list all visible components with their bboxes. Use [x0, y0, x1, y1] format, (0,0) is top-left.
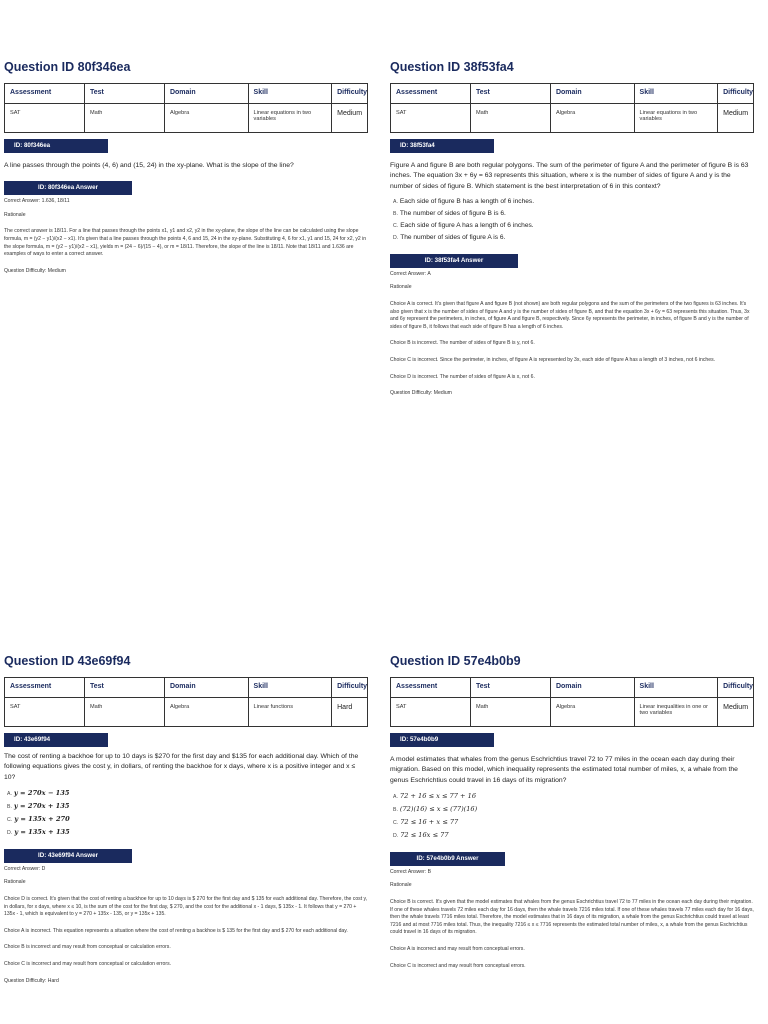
- difficulty-note: Question Difficulty: Medium: [390, 390, 452, 397]
- question-title: Question ID 38f53fa4: [390, 60, 514, 74]
- rationale-label: Rationale: [4, 211, 26, 218]
- option-letter: B.: [7, 803, 12, 810]
- option-text: 72 ≤ 16x ≤ 77: [400, 830, 449, 839]
- explanation-paragraph: Choice C is incorrect and may result from conceptual errors.: [390, 962, 526, 969]
- option-d[interactable]: [7, 826, 368, 839]
- question-stem: A line passes through the points (4, 6) and (15, 24) in the xy-plane. What is the slope of the line?: [4, 162, 294, 169]
- meta-header-row: [5, 84, 368, 104]
- answer-id-bar: ID: 38f53fa4 Answer: [390, 254, 518, 268]
- value-assessment: SAT: [391, 698, 471, 727]
- question-title: Question ID 57e4b0b9: [390, 654, 521, 668]
- question-title: Question ID 43e69f94: [4, 654, 131, 668]
- value-skill: Linear equations in two variables: [248, 104, 332, 133]
- value-skill: Linear inequalities in one or two variables: [634, 698, 718, 727]
- option-letter: C.: [393, 222, 399, 229]
- answer-options: [393, 790, 754, 842]
- question-id-bar: ID: 57e4b0b9: [390, 733, 494, 747]
- option-letter: D.: [393, 832, 399, 839]
- value-test: Math: [84, 104, 164, 133]
- value-difficulty: Medium: [718, 698, 754, 727]
- option-a[interactable]: [7, 787, 368, 800]
- header-difficulty: Difficulty: [718, 678, 754, 698]
- option-text: y = 270x − 135: [13, 788, 70, 797]
- value-assessment: SAT: [5, 698, 85, 727]
- answer-id-bar: ID: 80f346ea Answer: [4, 181, 132, 195]
- option-letter: D.: [7, 829, 13, 836]
- header-domain: Domain: [550, 84, 634, 104]
- header-assessment: Assessment: [5, 84, 85, 104]
- header-test: Test: [470, 84, 550, 104]
- question-stem: Figure A and figure B are both regular polygons. The sum of the perimeter of figure A and the perimeter of figure B is 63 inches. The equation 3x + 6y = 63 represents this situation, where x is the number of sides of figure A and y is the number of sides of figure B. Which statement is the best interpretation of 6 in this context?: [390, 162, 749, 190]
- meta-value-row: [5, 104, 368, 133]
- explanation-paragraph: Choice A is incorrect. This equation represents a situation where the cost of renting a backhoe is $ 135 for the first day and $ 270 for each additional day.: [4, 927, 348, 934]
- option-letter: A.: [393, 793, 398, 800]
- header-assessment: Assessment: [391, 678, 471, 698]
- question-stem: The cost of renting a backhoe for up to 10 days is $270 for the first day and $135 for each additional day. Which of the following equations gives the cost y, in dollars, of renting the backhoe for x days, where x is a positive integer and x ≤ 10?: [4, 753, 359, 781]
- header-skill: Skill: [248, 84, 332, 104]
- question-card: [4, 654, 368, 985]
- explanation-paragraph: Choice A is incorrect and may result from conceptual errors.: [390, 946, 525, 953]
- option-text: y = 135x + 270: [14, 814, 70, 823]
- header-difficulty: Difficulty: [332, 84, 368, 104]
- option-text: y = 135x + 135: [14, 827, 70, 836]
- option-text: y = 270x + 135: [13, 801, 70, 810]
- correct-answer: Correct Answer: D: [4, 865, 46, 872]
- option-d[interactable]: [393, 232, 754, 244]
- explanation-paragraph: The correct answer is 18/11. For a line that passes through the points x1, y1 and x2, y2 in the xy-plane, the slope of the line can be calculated using the slope formula, m = (y2 − y1)/(x2 − x1). It's given that a line passes through the points 4, 6 and 15, 24 in the xy-plane. Substituting 4, 6 for x1, y1 and 15, 24 for x2, y2 in the slope formula, m = (y2 − y1)/(x2 − x1), yields m = (24 − 6)/(15 − 4), or m = 18/11. Therefore, the slope of the line is 18/11. Note that 18/11 and 1.636 are examples of ways to enter a correct answer.: [4, 228, 367, 258]
- value-difficulty: Medium: [718, 104, 754, 133]
- meta-value-row: [5, 698, 368, 727]
- header-domain: Domain: [164, 84, 248, 104]
- meta-header-row: [391, 84, 754, 104]
- meta-value-row: [391, 104, 754, 133]
- option-b[interactable]: [393, 803, 754, 816]
- explanation-paragraph: Choice C is incorrect. Since the perimeter, in inches, of figure A is represented by 3x, each side of figure A has a length of 3 inches, not 6 inches.: [390, 357, 716, 364]
- question-id-bar: ID: 80f346ea: [4, 139, 108, 153]
- value-difficulty: Medium: [332, 104, 368, 133]
- option-letter: D.: [393, 234, 399, 241]
- option-text: 72 + 16 ≤ x ≤ 77 + 16: [399, 791, 477, 800]
- value-assessment: SAT: [5, 104, 85, 133]
- header-difficulty: Difficulty: [718, 84, 754, 104]
- value-domain: Algebra: [164, 698, 248, 727]
- option-letter: C.: [7, 816, 13, 823]
- question-meta-table: [390, 83, 754, 133]
- explanation-paragraph: Choice B is incorrect. The number of sides of figure B is y, not 6.: [390, 340, 535, 347]
- option-letter: A.: [7, 790, 12, 797]
- option-letter: B.: [393, 806, 398, 813]
- header-test: Test: [470, 678, 550, 698]
- answer-id-bar: ID: 57e4b0b9 Answer: [390, 852, 505, 866]
- option-text: The number of sides of figure A is 6.: [400, 233, 506, 241]
- header-domain: Domain: [550, 678, 634, 698]
- question-meta-table: [4, 677, 368, 727]
- option-c[interactable]: [7, 813, 368, 826]
- option-d[interactable]: [393, 829, 754, 842]
- correct-answer: Correct Answer: 1.636, 18/11: [4, 198, 70, 205]
- header-test: Test: [84, 678, 164, 698]
- option-letter: C.: [393, 819, 399, 826]
- option-b[interactable]: [393, 208, 754, 220]
- option-text: The number of sides of figure B is 6.: [399, 209, 506, 217]
- value-domain: Algebra: [164, 104, 248, 133]
- meta-header-row: [391, 678, 754, 698]
- explanation-paragraph: Choice D is correct. It's given that the cost of renting a backhoe for up to 10 days is $ 270 for the first day and $ 135 for each additional day. Therefore, the cost y, in dollars, for x days, where x ≤ 10, is the sum of the cost for the first day, $ 270, and the cost for the additional x - 1 days, $ 135x - 1. It follows that y = 270 + 135x - 1, which is equivalent to y = 270 + 135x - 135, or y = 135x + 135.: [4, 896, 368, 918]
- option-text: 72 ≤ 16 + x ≤ 77: [400, 817, 459, 826]
- header-difficulty: Difficulty: [332, 678, 368, 698]
- option-text: Each side of figure B has a length of 6 inches.: [399, 197, 535, 205]
- header-skill: Skill: [634, 678, 718, 698]
- value-domain: Algebra: [550, 698, 634, 727]
- option-c[interactable]: [393, 816, 754, 829]
- difficulty-note: Question Difficulty: Hard: [4, 977, 59, 984]
- value-domain: Algebra: [550, 104, 634, 133]
- value-skill: Linear functions: [248, 698, 332, 727]
- rationale-label: Rationale: [390, 284, 412, 291]
- question-card: [390, 654, 754, 970]
- answer-options: [7, 787, 368, 839]
- rationale-label: Rationale: [4, 879, 26, 886]
- question-card: [390, 60, 754, 398]
- question-card: [4, 60, 368, 275]
- header-domain: Domain: [164, 678, 248, 698]
- option-a[interactable]: [393, 196, 754, 208]
- option-text: (72)(16) ≤ x ≤ (77)(16): [399, 804, 478, 813]
- explanation-paragraph: Choice D is incorrect. The number of sides of figure A is x, not 6.: [390, 373, 535, 380]
- question-id-bar: ID: 38f53fa4: [390, 139, 494, 153]
- header-assessment: Assessment: [391, 84, 471, 104]
- option-b[interactable]: [7, 800, 368, 813]
- header-skill: Skill: [634, 84, 718, 104]
- value-difficulty: Hard: [332, 698, 368, 727]
- explanation-paragraph: Choice B is incorrect and may result from conceptual or calculation errors.: [4, 944, 171, 951]
- option-letter: B.: [393, 210, 398, 217]
- value-assessment: SAT: [391, 104, 471, 133]
- question-meta-table: [390, 677, 754, 727]
- option-c[interactable]: [393, 220, 754, 232]
- option-a[interactable]: [393, 790, 754, 803]
- explanation-paragraph: Choice C is incorrect and may result from conceptual or calculation errors.: [4, 961, 172, 968]
- answer-options: [393, 196, 754, 244]
- meta-header-row: [5, 678, 368, 698]
- question-title: Question ID 80f346ea: [4, 60, 131, 74]
- answer-id-bar: ID: 43e69f94 Answer: [4, 849, 132, 863]
- option-letter: A.: [393, 198, 398, 205]
- header-assessment: Assessment: [5, 678, 85, 698]
- rationale-label: Rationale: [390, 882, 412, 889]
- correct-answer: Correct Answer: B: [390, 868, 432, 875]
- question-meta-table: [4, 83, 368, 133]
- value-skill: Linear equations in two variables: [634, 104, 718, 133]
- value-test: Math: [470, 698, 550, 727]
- value-test: Math: [470, 104, 550, 133]
- option-text: Each side of figure A has a length of 6 inches.: [400, 221, 534, 229]
- explanation-paragraph: Choice B is correct. It's given that the model estimates that whales from the genus Eschrichtius travel 72 to 77 miles in the ocean each day during their migration. If one of these whales travels 72 miles each day for 16 days, then the whale travels 7216 miles total. If one of these whales travels 77 miles each day for 16 days, then the whale travels 7716 miles total. Therefore, the model estimates that in 16 days of its migration, a whale from the genus Eschrichtius could travel at least 7216 and at most 7716 miles total. Thus, the inequality 7216 ≤ x ≤ 7716 represents the estimated total number of miles, x, a whale from the genus Eschrichtius could travel in 16 days of its migration.: [390, 899, 754, 936]
- value-test: Math: [84, 698, 164, 727]
- explanation-paragraph: Choice A is correct. It's given that figure A and figure B (not shown) are both regular polygons and the sum of the perimeters of the two figures is 63 inches. It's also given that x is the number of sides of figure A and y is the number of sides of figure B, and that the equation 3x + 6y = 63 represents this situation. Thus, 3x and 6y represent the perimeters, in inches, of figure A and figure B, respectively. Since 6y represents the perimeter, in inches, of figure B and y is the number of sides of figure B, it follows that each side of figure B has a length of 6 inches.: [390, 301, 750, 330]
- question-stem: A model estimates that whales from the genus Eschrichtius travel 72 to 77 miles in the ocean each day during their migration. Based on this model, which inequality represents the estimated total number of miles, x, a whale from the genus Eschrichtius could travel in 16 days of its migration?: [390, 756, 738, 784]
- meta-value-row: [391, 698, 754, 727]
- header-test: Test: [84, 84, 164, 104]
- header-skill: Skill: [248, 678, 332, 698]
- difficulty-note: Question Difficulty: Medium: [4, 267, 66, 274]
- question-id-bar: ID: 43e69f94: [4, 733, 108, 747]
- correct-answer: Correct Answer: A: [390, 270, 431, 277]
